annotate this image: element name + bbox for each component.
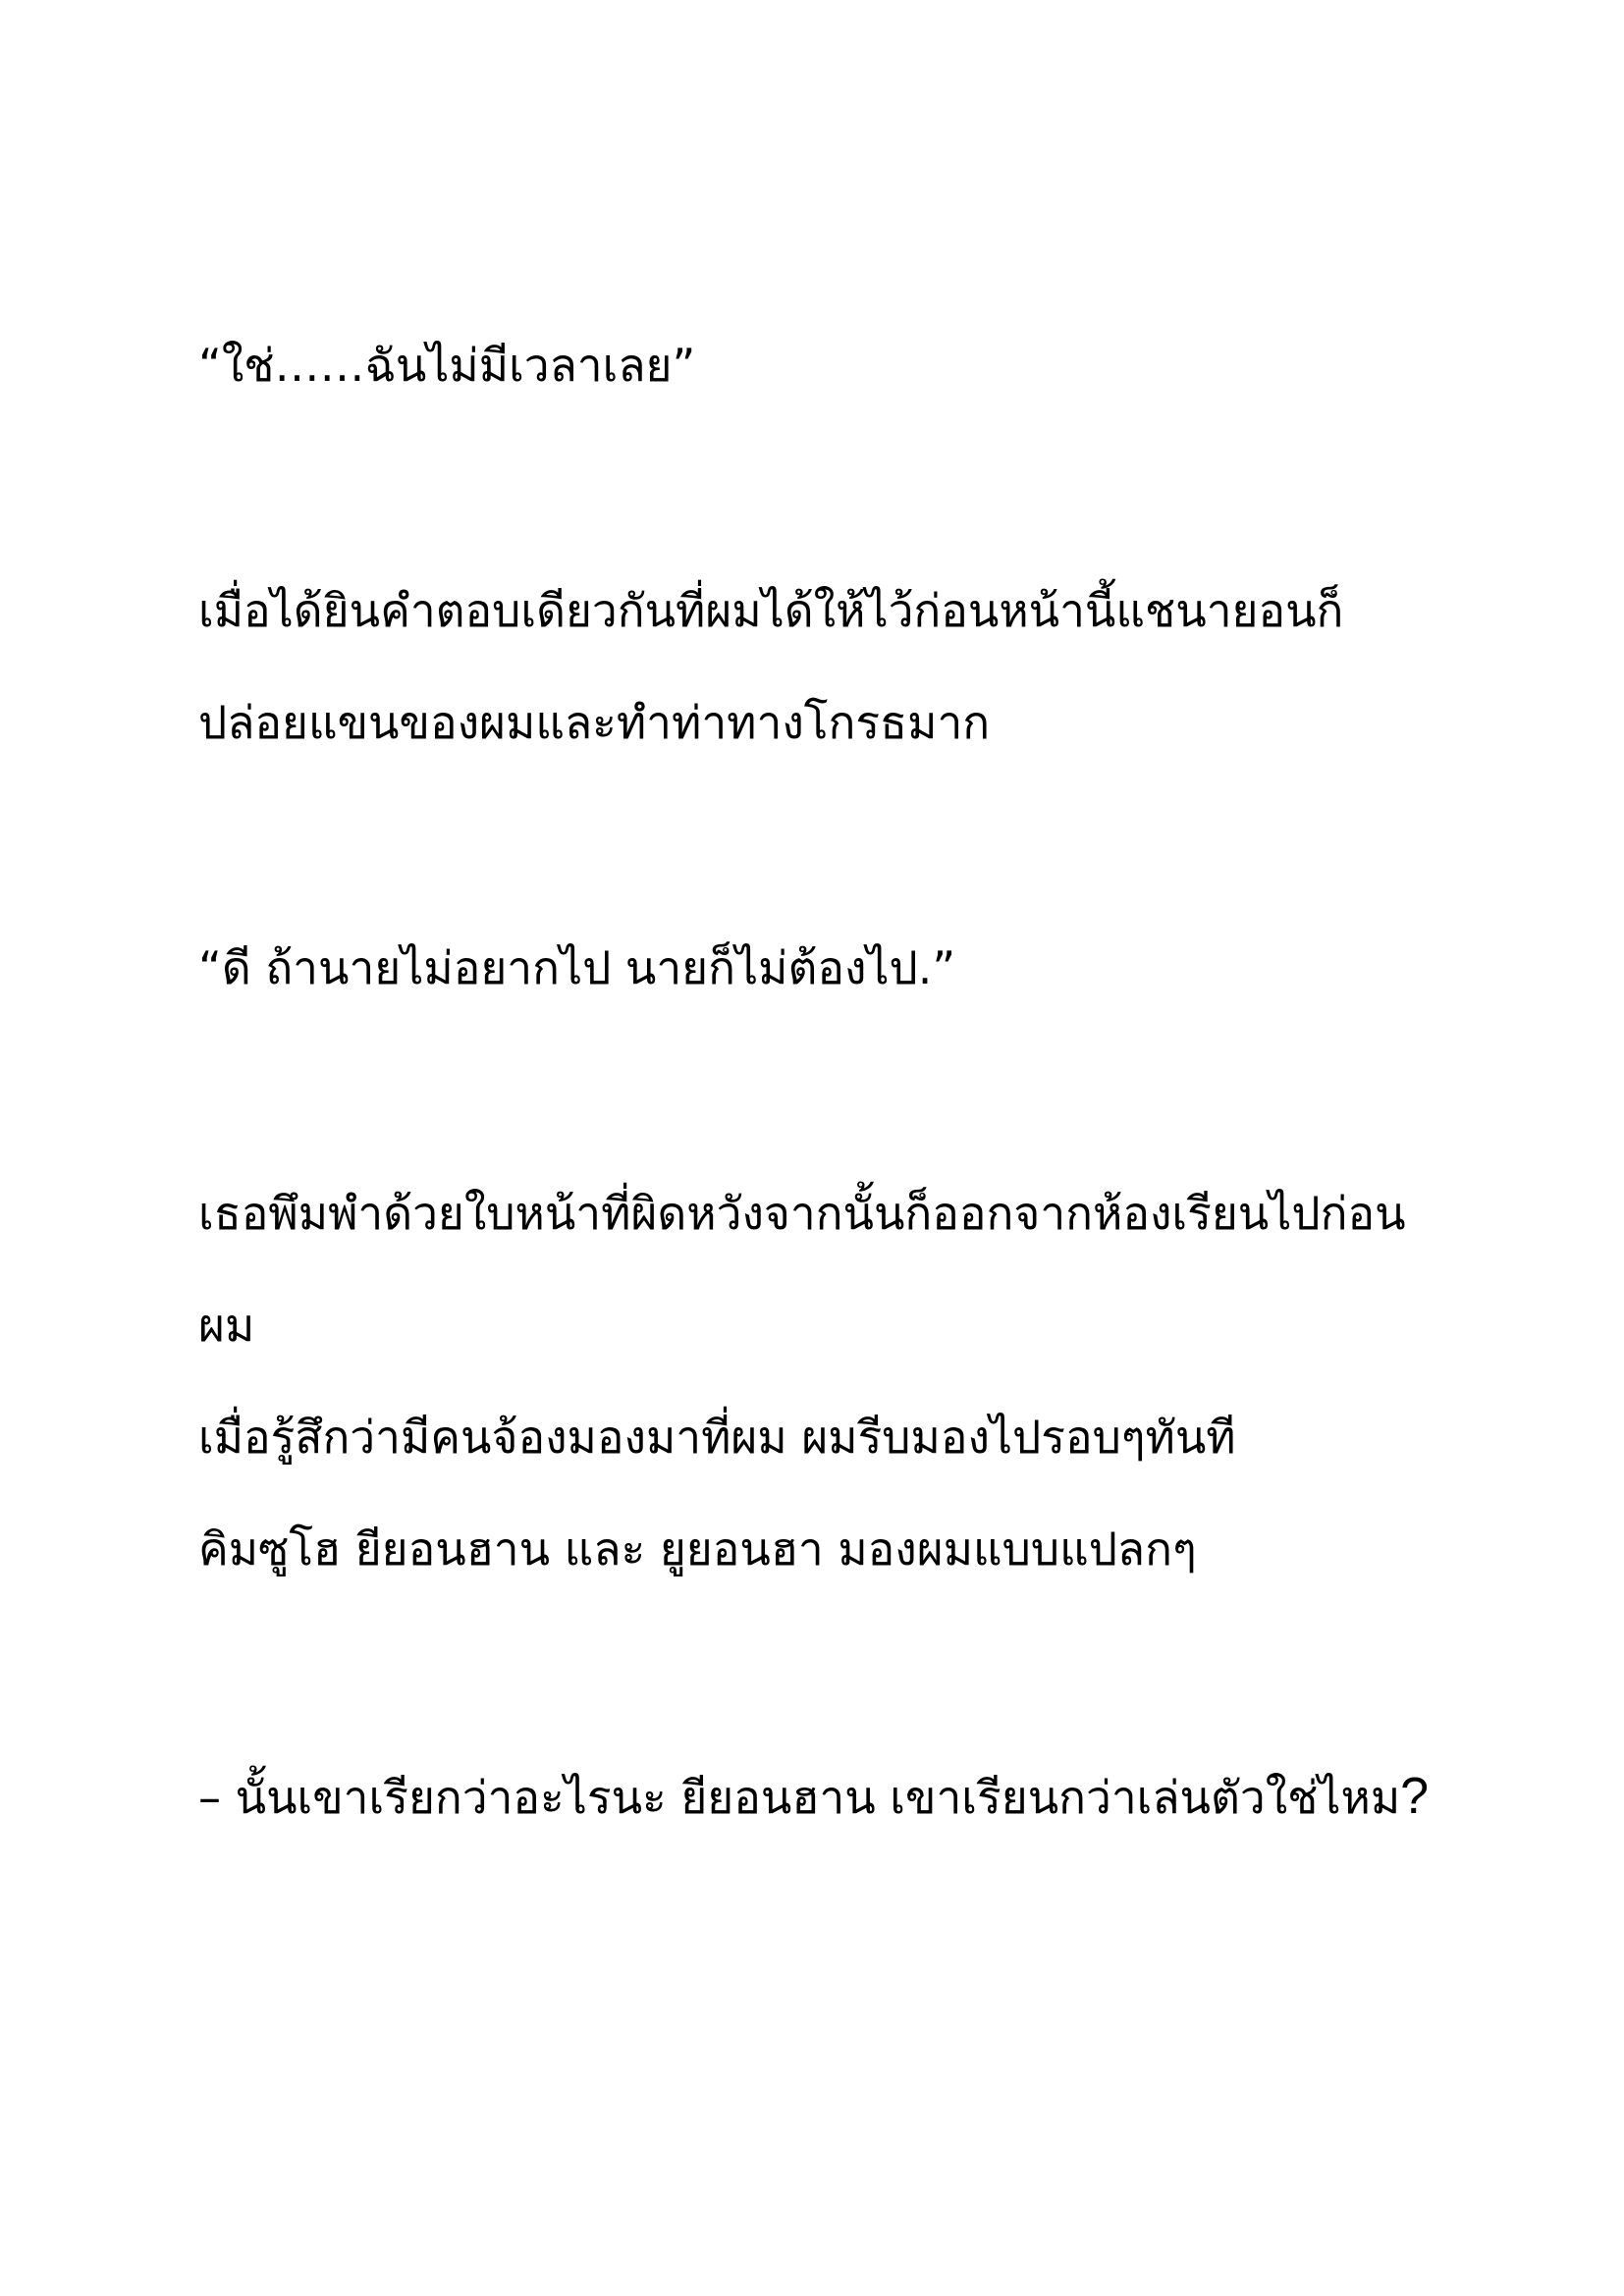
dialogue-line xyxy=(198,1767,1429,1827)
narration-line: ผม xyxy=(198,1299,255,1352)
narration-line: ปล่อยแขนของผมและทำท่าทางโกรธมาก xyxy=(198,696,991,749)
dialogue-line: “ดี ถ้านายไม่อยากไป นายก็ไม่ต้องไป.” xyxy=(198,941,956,994)
narration-line: คิมซูโฮ ยียอนฮาน และ ยูยอนฮา มองผมแบบแปลกๆ xyxy=(198,1522,1197,1575)
narration-line: เมื่อรู้สึกว่ามีคนจ้องมองมาที่ผม ผมรีบมองไปรอบๆทันที xyxy=(198,1411,1236,1464)
question-mark: ? xyxy=(1400,1768,1430,1825)
dialogue-line: “ใช่……ฉันไม่มีเวลาเลย” xyxy=(198,339,696,392)
narration-line: เธอพึมพำด้วยใบหน้าที่ผิดหวังจากนั้นก็ออกจากห้องเรียนไปก่อน xyxy=(198,1187,1406,1240)
dialogue-text: – นั้นเขาเรียกว่าอะไรนะ ยียอนฮาน เขาเรียนกว่าเล่นตัวใช่ไหม xyxy=(198,1771,1401,1824)
narration-line: เมื่อได้ยินคำตอบเดียวกันที่ผมได้ให้ไว้ก่อนหน้านี้แชนายอนก็ xyxy=(198,584,1344,637)
